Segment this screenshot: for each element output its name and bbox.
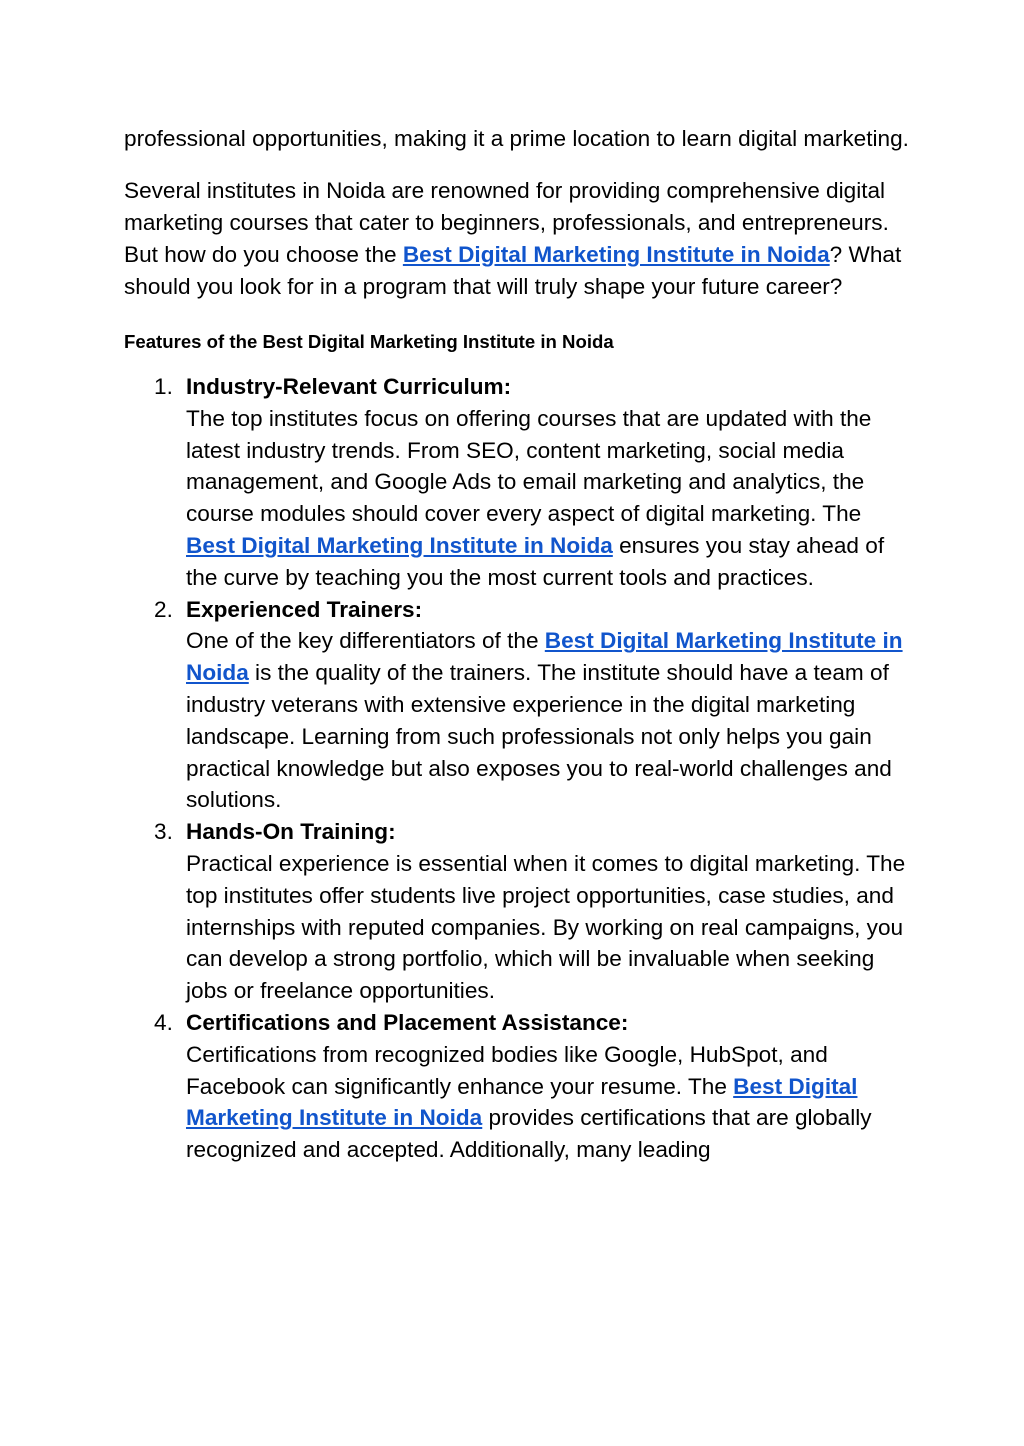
list-item-title: Industry-Relevant Curriculum: bbox=[186, 374, 512, 399]
best-institute-link[interactable]: Best Digital Marketing Institute in Noida bbox=[186, 532, 613, 558]
list-item-number: 4. bbox=[154, 1009, 173, 1035]
list-item-text: is the quality of the trainers. The institute should have a team of industry veterans with extensive experience in the digital marketing landscape. Learning from such professionals not only helps you gain practical knowledge but also exposes you to real-world challenges and solutions. bbox=[186, 660, 892, 813]
list-item bbox=[124, 1007, 914, 1166]
intro-paragraph-2-text-b: ? What should you look for in a program that will truly shape your future career? bbox=[124, 242, 902, 299]
features-list bbox=[124, 371, 914, 1166]
list-item-text: provides certifications that are globally recognized and accepted. Additionally, many leading bbox=[186, 1105, 872, 1163]
list-item-number: 1. bbox=[154, 374, 173, 399]
list-item bbox=[124, 371, 914, 594]
list-item-number: 2. bbox=[154, 596, 173, 622]
intro-paragraph-1: professional opportunities, making it a prime location to learn digital marketing. bbox=[124, 126, 909, 151]
best-institute-link[interactable]: Best Digital Marketing Institute in Noida bbox=[186, 628, 903, 686]
list-item-text: Practical experience is essential when it comes to digital marketing. The top institutes offer students live project opportunities, case studies, and internships with reputed companies. By working on real campaigns, you can develop a strong portfolio, which will be invaluable when seeking jobs or freelance opportunities. bbox=[186, 850, 906, 1004]
list-item-title: Certifications and Placement Assistance: bbox=[186, 1009, 629, 1035]
intro-paragraph-2 bbox=[124, 175, 914, 303]
list-item-number: 3. bbox=[154, 819, 173, 845]
list-item-title: Hands-On Training: bbox=[186, 819, 396, 845]
list-item-text: ensures you stay ahead of the curve by teaching you the most current tools and practices. bbox=[186, 532, 885, 590]
list-item bbox=[124, 816, 914, 1007]
list-item-text: The top institutes focus on offering courses that are updated with the latest industry trends. From SEO, content marketing, social media management, and Google Ads to email marketing and analytics, the course modules should cover every aspect of digital marketing. The bbox=[186, 405, 872, 527]
list-item-text: One of the key differentiators of the bbox=[186, 628, 545, 654]
intro-paragraph-2-text-a: Several institutes in Noida are renowned for providing comprehensive digital marketing courses that cater to beginners, professionals, and entrepreneurs. But how do you choose the bbox=[124, 178, 889, 267]
list-item-text: Certifications from recognized bodies like Google, HubSpot, and Facebook can significantly enhance your resume. The bbox=[186, 1041, 828, 1099]
document-page bbox=[124, 123, 914, 1166]
section-heading: Features of the Best Digital Marketing Institute in Noida bbox=[124, 331, 614, 352]
best-institute-link[interactable]: Best Digital Marketing Institute in Noida bbox=[402, 242, 830, 267]
best-institute-link[interactable]: Best Digital Marketing Institute in Noida bbox=[186, 1073, 858, 1131]
list-item bbox=[124, 594, 914, 817]
list-item-title: Experienced Trainers: bbox=[186, 596, 423, 622]
